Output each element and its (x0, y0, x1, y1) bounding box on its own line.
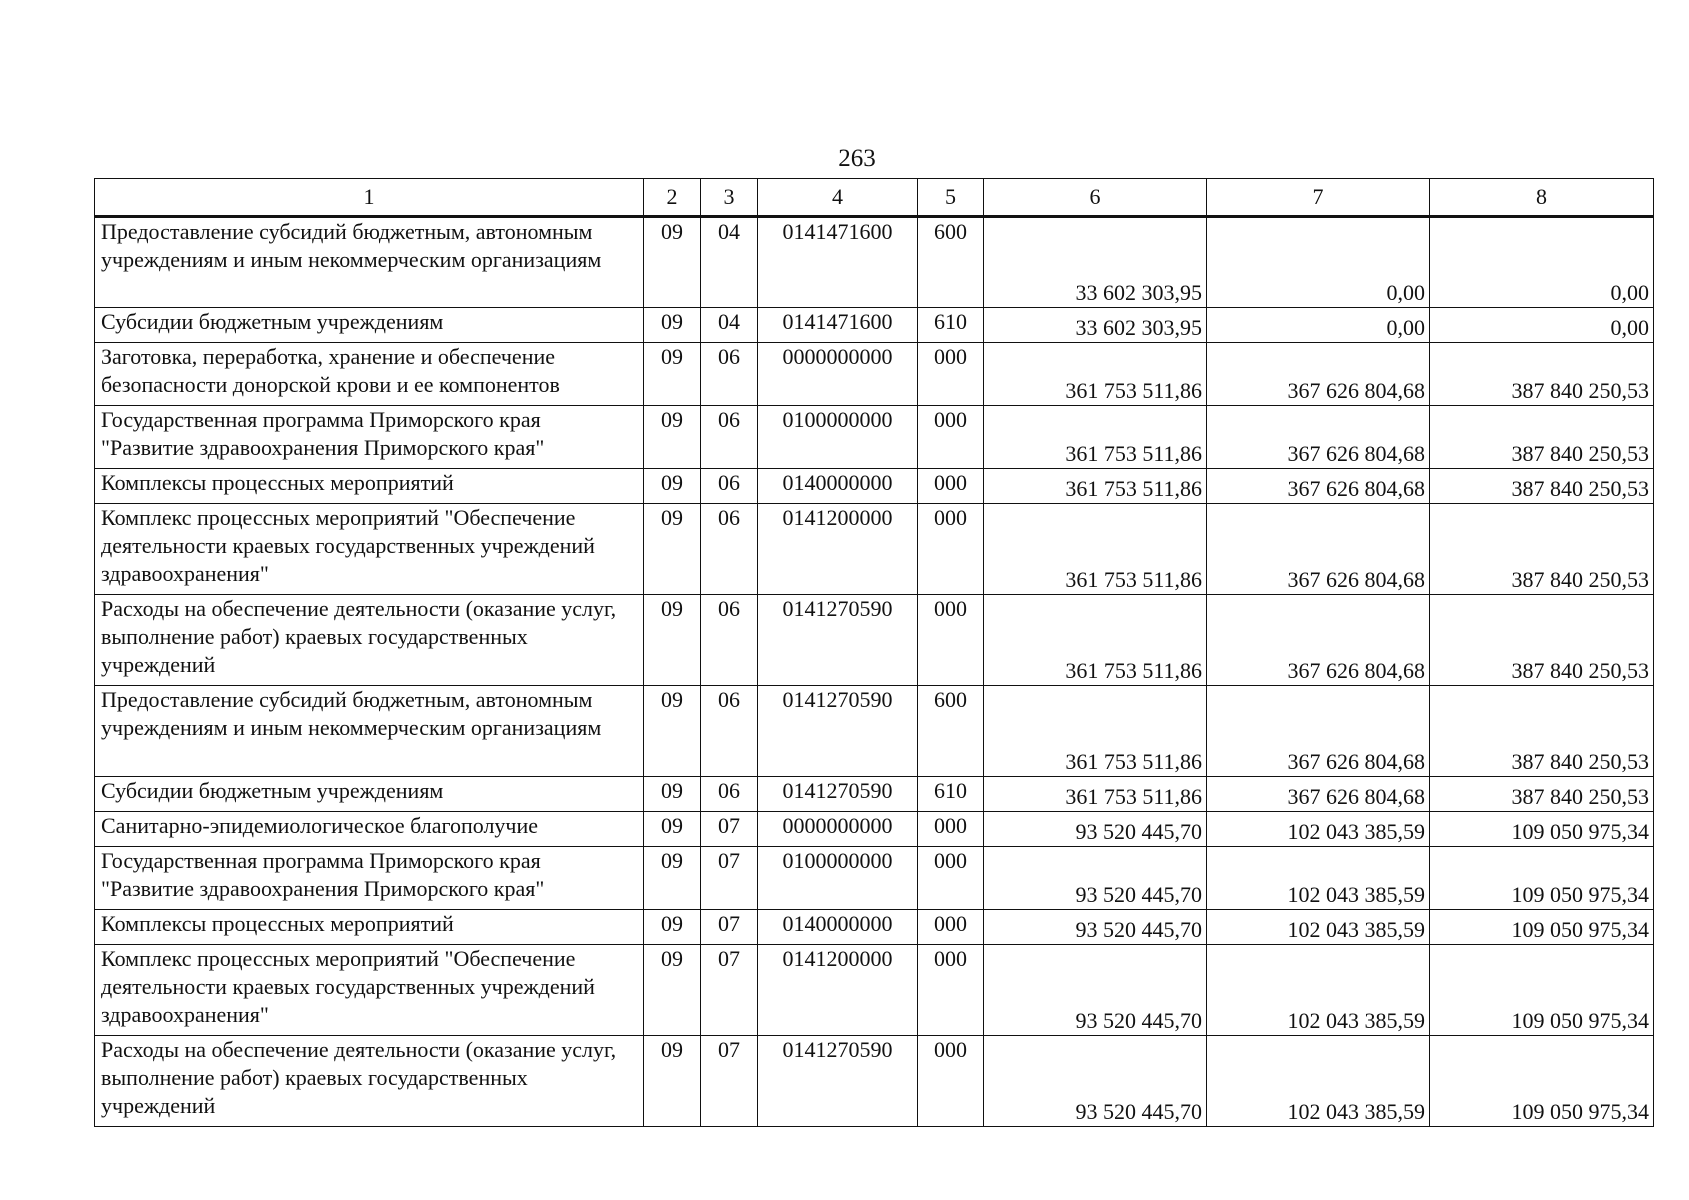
row-code-3-cell: 06 (701, 504, 758, 595)
row-code-2-cell: 09 (644, 343, 701, 406)
row-amount-6-cell: 361 753 511,86 (984, 469, 1207, 504)
row-amount-7-cell: 367 626 804,68 (1207, 406, 1430, 469)
row-amount-6-cell: 93 520 445,70 (984, 812, 1207, 847)
row-amount-7-cell: 102 043 385,59 (1207, 945, 1430, 1036)
row-code-2-cell: 09 (644, 469, 701, 504)
row-code-4-cell: 0000000000 (758, 343, 918, 406)
row-code-2-cell: 09 (644, 504, 701, 595)
row-amount-8-cell: 387 840 250,53 (1430, 406, 1654, 469)
row-amount-7-cell: 367 626 804,68 (1207, 469, 1430, 504)
table-row (95, 595, 1654, 686)
row-amount-6-cell: 93 520 445,70 (984, 847, 1207, 910)
row-name-cell: Субсидии бюджетным учреждениям (95, 777, 644, 812)
row-amount-6-cell: 361 753 511,86 (984, 343, 1207, 406)
row-code-2-cell: 09 (644, 945, 701, 1036)
row-code-5-cell: 000 (918, 910, 984, 945)
row-code-3-cell: 07 (701, 910, 758, 945)
row-amount-8-cell: 387 840 250,53 (1430, 777, 1654, 812)
row-name-cell: Государственная программа Приморского края "Развитие здравоохранения Приморского края" (95, 847, 644, 910)
row-code-3-cell: 07 (701, 1036, 758, 1127)
table-row (95, 217, 1654, 308)
row-amount-8-cell: 109 050 975,34 (1430, 910, 1654, 945)
row-code-5-cell: 610 (918, 308, 984, 343)
row-code-5-cell: 000 (918, 847, 984, 910)
row-amount-8-cell: 0,00 (1430, 217, 1654, 308)
table-row (95, 504, 1654, 595)
row-amount-8-cell: 109 050 975,34 (1430, 945, 1654, 1036)
column-header-8: 8 (1430, 179, 1654, 217)
row-amount-7-cell: 367 626 804,68 (1207, 504, 1430, 595)
row-amount-8-cell: 387 840 250,53 (1430, 504, 1654, 595)
row-name-cell: Комплекс процессных мероприятий "Обеспечение деятельности краевых государственных учреждений здравоохранения" (95, 945, 644, 1036)
row-code-3-cell: 06 (701, 469, 758, 504)
row-amount-8-cell: 109 050 975,34 (1430, 1036, 1654, 1127)
row-name-cell: Расходы на обеспечение деятельности (оказание услуг, выполнение работ) краевых государственных учреждений (95, 1036, 644, 1127)
table-row (95, 945, 1654, 1036)
row-code-4-cell: 0140000000 (758, 910, 918, 945)
table-row (95, 686, 1654, 777)
row-code-5-cell: 600 (918, 686, 984, 777)
row-code-4-cell: 0141270590 (758, 595, 918, 686)
column-header-1: 1 (95, 179, 644, 217)
table-row (95, 777, 1654, 812)
table-row (95, 847, 1654, 910)
row-code-4-cell: 0141471600 (758, 217, 918, 308)
row-amount-8-cell: 387 840 250,53 (1430, 595, 1654, 686)
row-amount-7-cell: 367 626 804,68 (1207, 343, 1430, 406)
row-code-4-cell: 0140000000 (758, 469, 918, 504)
table-row (95, 1036, 1654, 1127)
row-code-5-cell: 000 (918, 812, 984, 847)
row-code-3-cell: 04 (701, 217, 758, 308)
column-header-6: 6 (984, 179, 1207, 217)
row-code-5-cell: 000 (918, 343, 984, 406)
row-amount-6-cell: 361 753 511,86 (984, 777, 1207, 812)
row-amount-7-cell: 102 043 385,59 (1207, 1036, 1430, 1127)
row-code-4-cell: 0141270590 (758, 686, 918, 777)
row-amount-7-cell: 367 626 804,68 (1207, 595, 1430, 686)
table-row (95, 343, 1654, 406)
table-row (95, 812, 1654, 847)
row-amount-6-cell: 33 602 303,95 (984, 308, 1207, 343)
page-number: 263 (838, 145, 876, 172)
row-amount-6-cell: 361 753 511,86 (984, 595, 1207, 686)
row-name-cell: Расходы на обеспечение деятельности (оказание услуг, выполнение работ) краевых государственных учреждений (95, 595, 644, 686)
row-amount-8-cell: 387 840 250,53 (1430, 343, 1654, 406)
row-code-4-cell: 0141270590 (758, 777, 918, 812)
row-code-2-cell: 09 (644, 308, 701, 343)
column-header-5: 5 (918, 179, 984, 217)
row-code-4-cell: 0100000000 (758, 406, 918, 469)
row-code-2-cell: 09 (644, 812, 701, 847)
row-code-4-cell: 0000000000 (758, 812, 918, 847)
row-code-3-cell: 07 (701, 812, 758, 847)
row-amount-7-cell: 367 626 804,68 (1207, 777, 1430, 812)
row-amount-6-cell: 93 520 445,70 (984, 910, 1207, 945)
row-name-cell: Комплекс процессных мероприятий "Обеспечение деятельности краевых государственных учреждений здравоохранения" (95, 504, 644, 595)
row-code-5-cell: 000 (918, 1036, 984, 1127)
table-body (95, 217, 1654, 1127)
row-code-4-cell: 0141200000 (758, 504, 918, 595)
row-name-cell: Государственная программа Приморского края "Развитие здравоохранения Приморского края" (95, 406, 644, 469)
row-code-3-cell: 06 (701, 343, 758, 406)
row-code-2-cell: 09 (644, 686, 701, 777)
row-code-2-cell: 09 (644, 847, 701, 910)
row-code-3-cell: 06 (701, 686, 758, 777)
row-code-3-cell: 07 (701, 847, 758, 910)
row-amount-8-cell: 109 050 975,34 (1430, 847, 1654, 910)
column-header-2: 2 (644, 179, 701, 217)
row-amount-8-cell: 387 840 250,53 (1430, 469, 1654, 504)
row-amount-6-cell: 93 520 445,70 (984, 1036, 1207, 1127)
row-code-3-cell: 06 (701, 595, 758, 686)
column-header-7: 7 (1207, 179, 1430, 217)
row-code-3-cell: 07 (701, 945, 758, 1036)
row-code-5-cell: 610 (918, 777, 984, 812)
row-code-2-cell: 09 (644, 406, 701, 469)
row-amount-6-cell: 93 520 445,70 (984, 945, 1207, 1036)
row-code-2-cell: 09 (644, 777, 701, 812)
table-row (95, 910, 1654, 945)
row-code-2-cell: 09 (644, 910, 701, 945)
row-amount-8-cell: 109 050 975,34 (1430, 812, 1654, 847)
row-code-5-cell: 000 (918, 406, 984, 469)
row-name-cell: Заготовка, переработка, хранение и обеспечение безопасности донорской крови и ее компонентов (95, 343, 644, 406)
column-header-3: 3 (701, 179, 758, 217)
row-name-cell: Комплексы процессных мероприятий (95, 910, 644, 945)
row-name-cell: Комплексы процессных мероприятий (95, 469, 644, 504)
row-amount-6-cell: 361 753 511,86 (984, 406, 1207, 469)
table-row (95, 469, 1654, 504)
row-name-cell: Предоставление субсидий бюджетным, автономным учреждениям и иным некоммерческим организациям (95, 217, 644, 308)
row-code-4-cell: 0141200000 (758, 945, 918, 1036)
row-code-4-cell: 0100000000 (758, 847, 918, 910)
row-amount-7-cell: 0,00 (1207, 217, 1430, 308)
row-code-5-cell: 000 (918, 504, 984, 595)
row-name-cell: Субсидии бюджетным учреждениям (95, 308, 644, 343)
row-code-3-cell: 06 (701, 406, 758, 469)
row-code-4-cell: 0141270590 (758, 1036, 918, 1127)
row-code-5-cell: 000 (918, 945, 984, 1036)
row-code-5-cell: 000 (918, 595, 984, 686)
budget-table (94, 178, 1654, 1127)
row-code-2-cell: 09 (644, 595, 701, 686)
row-amount-8-cell: 0,00 (1430, 308, 1654, 343)
table-header-row (95, 179, 1654, 217)
table-row (95, 406, 1654, 469)
row-code-5-cell: 000 (918, 469, 984, 504)
row-name-cell: Санитарно-эпидемиологическое благополучие (95, 812, 644, 847)
row-code-3-cell: 06 (701, 777, 758, 812)
row-code-2-cell: 09 (644, 217, 701, 308)
column-header-4: 4 (758, 179, 918, 217)
row-code-2-cell: 09 (644, 1036, 701, 1127)
row-amount-6-cell: 33 602 303,95 (984, 217, 1207, 308)
row-code-5-cell: 600 (918, 217, 984, 308)
row-amount-7-cell: 102 043 385,59 (1207, 910, 1430, 945)
row-code-4-cell: 0141471600 (758, 308, 918, 343)
table-row (95, 308, 1654, 343)
row-amount-7-cell: 102 043 385,59 (1207, 847, 1430, 910)
row-code-3-cell: 04 (701, 308, 758, 343)
row-amount-8-cell: 387 840 250,53 (1430, 686, 1654, 777)
row-amount-7-cell: 102 043 385,59 (1207, 812, 1430, 847)
row-amount-7-cell: 367 626 804,68 (1207, 686, 1430, 777)
row-amount-6-cell: 361 753 511,86 (984, 504, 1207, 595)
row-amount-7-cell: 0,00 (1207, 308, 1430, 343)
row-amount-6-cell: 361 753 511,86 (984, 686, 1207, 777)
row-name-cell: Предоставление субсидий бюджетным, автономным учреждениям и иным некоммерческим организациям (95, 686, 644, 777)
